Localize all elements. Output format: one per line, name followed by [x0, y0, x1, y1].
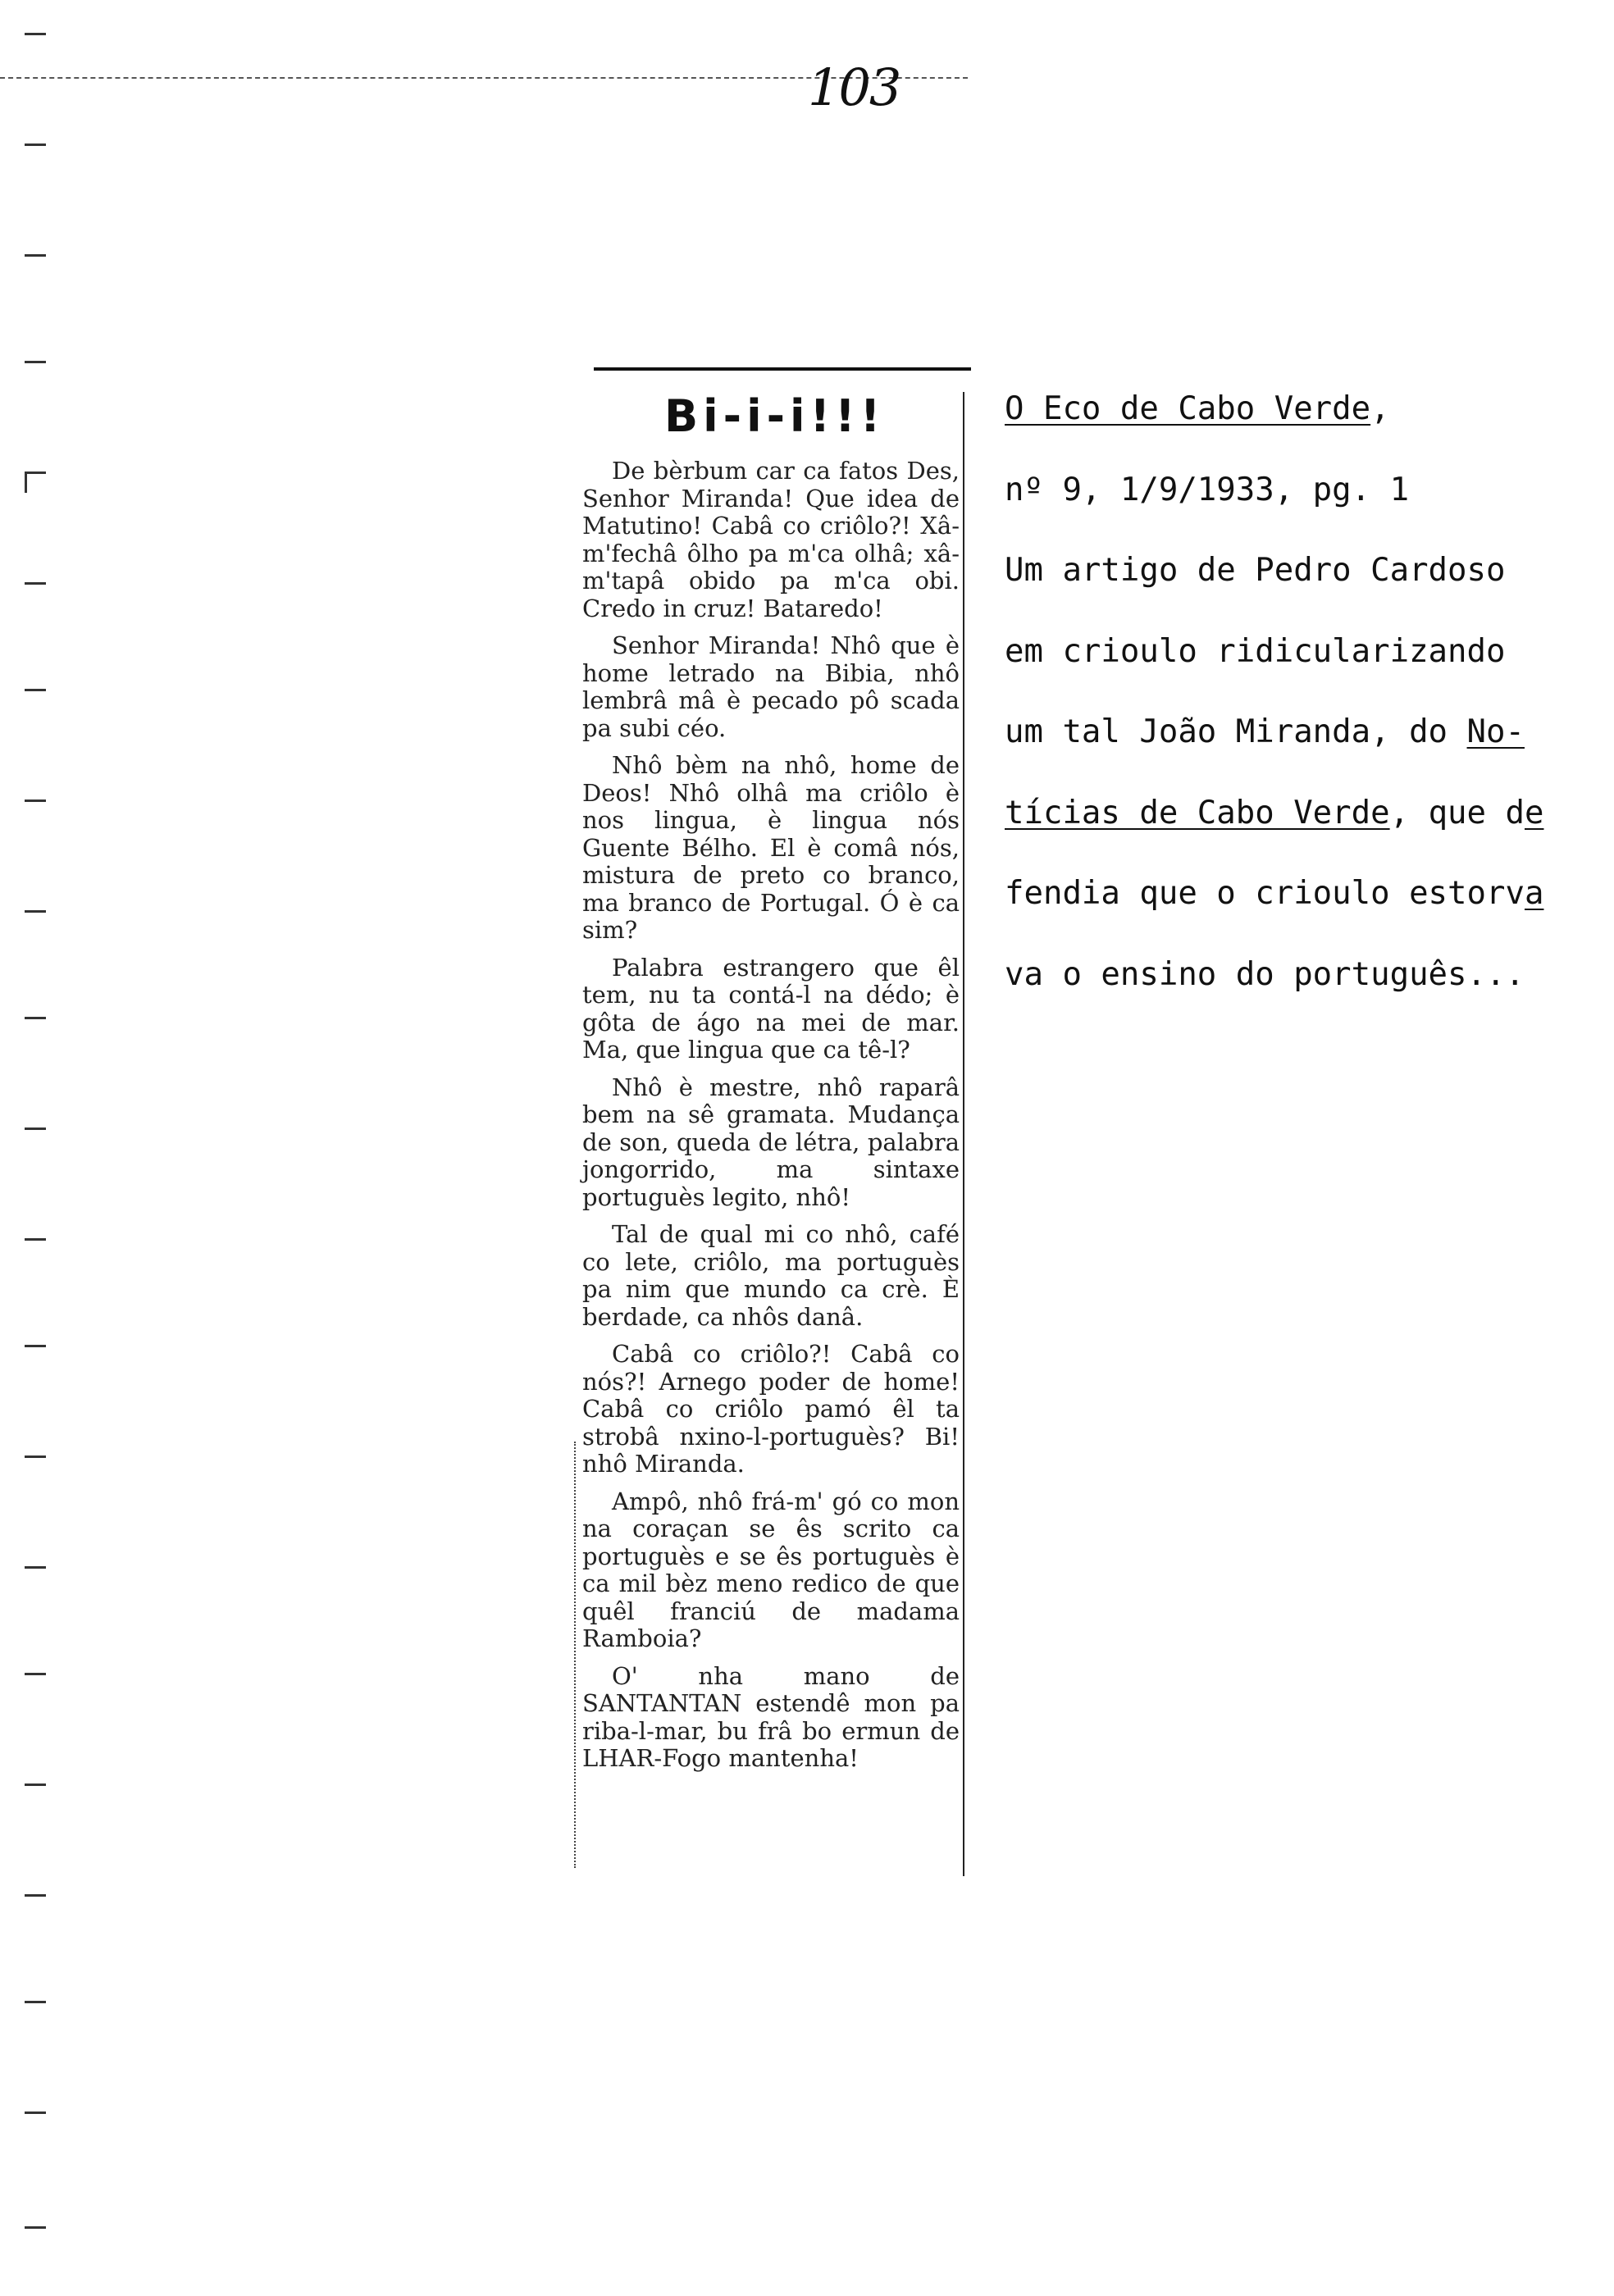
margin-mark [25, 33, 46, 35]
note-underlined-text: No- [1466, 713, 1525, 750]
clipping-column-rule [963, 392, 964, 1876]
margin-mark [25, 1456, 46, 1458]
note-line-5 [1005, 692, 1595, 773]
margin-mark [25, 1017, 46, 1019]
note-line-4: em crioulo ridicularizando [1005, 632, 1506, 670]
note-line-issue: nº 9, 1/9/1933, pg. 1 [1005, 471, 1410, 508]
margin-mark [25, 1566, 46, 1569]
margin-mark [25, 1345, 46, 1347]
margin-mark [25, 1238, 46, 1241]
margin-mark [25, 361, 46, 363]
note-line-7 [1005, 854, 1595, 935]
handwritten-page-number: 103 [808, 57, 900, 117]
typewritten-note [1005, 369, 1595, 1015]
note-publication-title: O Eco de Cabo Verde [1005, 390, 1371, 427]
clipping-headline: Bi-i-i!!! [664, 390, 886, 442]
note-underlined-text: tícias de Cabo Verde [1005, 794, 1390, 831]
article-paragraph: Cabâ co criôlo?! Cabâ co nós?! Arnego poder de home! Cabâ co criôlo pamó êl ta strobâ nxino-l-portuguès? Bi! nhô Miranda. [582, 1340, 960, 1478]
newspaper-clipping [574, 367, 976, 1893]
note-line-6 [1005, 773, 1595, 854]
article-paragraph: Senhor Miranda! Nhô que è home letrado na Bibia, nhô lembrâ mâ è pecado pô scada pa subi céo. [582, 631, 960, 742]
margin-mark [25, 582, 46, 585]
clipping-article [582, 458, 960, 1783]
article-paragraph: Tal de qual mi co nhô, café co lete, criôlo, ma portuguès pa nim que mundo ca crè. È berdade, ca nhôs danâ. [582, 1220, 960, 1331]
note-line-publication [1005, 369, 1595, 450]
note-text: fendia que o crioulo estorv [1005, 875, 1525, 912]
note-text: um tal João Miranda, do [1005, 713, 1467, 750]
note-line-8: va o ensino do português... [1005, 955, 1525, 993]
article-paragraph: Palabra estrangero que êl tem, nu ta contá-l na dédo; è gôta de ágo na mei de mar. Ma, que lingua que ca tê-l? [582, 953, 960, 1064]
note-underlined-text: a [1524, 875, 1544, 912]
margin-mark [25, 2112, 46, 2114]
clipping-left-edge [574, 1442, 576, 1868]
binding-margin-marks [0, 0, 66, 2296]
margin-mark [25, 689, 46, 691]
margin-mark [25, 2001, 46, 2003]
margin-mark [25, 800, 46, 802]
note-comma: , [1370, 390, 1390, 427]
margin-mark [25, 144, 46, 146]
note-text: , que d [1389, 794, 1525, 831]
note-line-3: Um artigo de Pedro Cardoso [1005, 552, 1506, 589]
margin-mark [25, 2226, 46, 2229]
margin-mark [25, 1894, 46, 1897]
margin-mark [25, 472, 27, 493]
margin-mark [25, 910, 46, 913]
margin-mark [25, 472, 46, 474]
note-underlined-text: e [1524, 794, 1544, 831]
article-paragraph: O' nha mano de SANTANTAN estendê mon pa riba-l-mar, bu frâ bo ermun de LHAR-Fogo mantenha! [582, 1661, 960, 1772]
clipping-top-rule [594, 367, 971, 371]
margin-mark [25, 1128, 46, 1130]
margin-mark [25, 1673, 46, 1675]
article-paragraph: De bèrbum car ca fatos Des, Senhor Miranda! Que idea de Matutino! Cabâ co criôlo?! Xâ-m'fechâ ôlho pa m'ca olhâ; xâ-m'tapâ obido pa m'ca obi. Credo in cruz! Bataredo! [582, 457, 960, 622]
margin-mark [25, 254, 46, 257]
article-paragraph: Nhô è mestre, nhô raparâ bem na sê gramata. Mudança de son, queda de létra, palabra jongorrido, ma sintaxe portuguès legito, nhô! [582, 1073, 960, 1211]
article-paragraph: Ampô, nhô frá-m' gó co mon na coraçan se ês scrito ca portuguès e se ês portuguès è ca mil bèz meno redico de que quêl franciú de madama Ramboia? [582, 1487, 960, 1652]
margin-mark [25, 1784, 46, 1786]
article-paragraph: Nhô bèm na nhô, home de Deos! Nhô olhâ ma criôlo è nos lingua, è lingua nós Guente Bélho. El è comâ nós, mistura de preto co branco, ma branco de Portugal. Ó è ca sim? [582, 751, 960, 944]
